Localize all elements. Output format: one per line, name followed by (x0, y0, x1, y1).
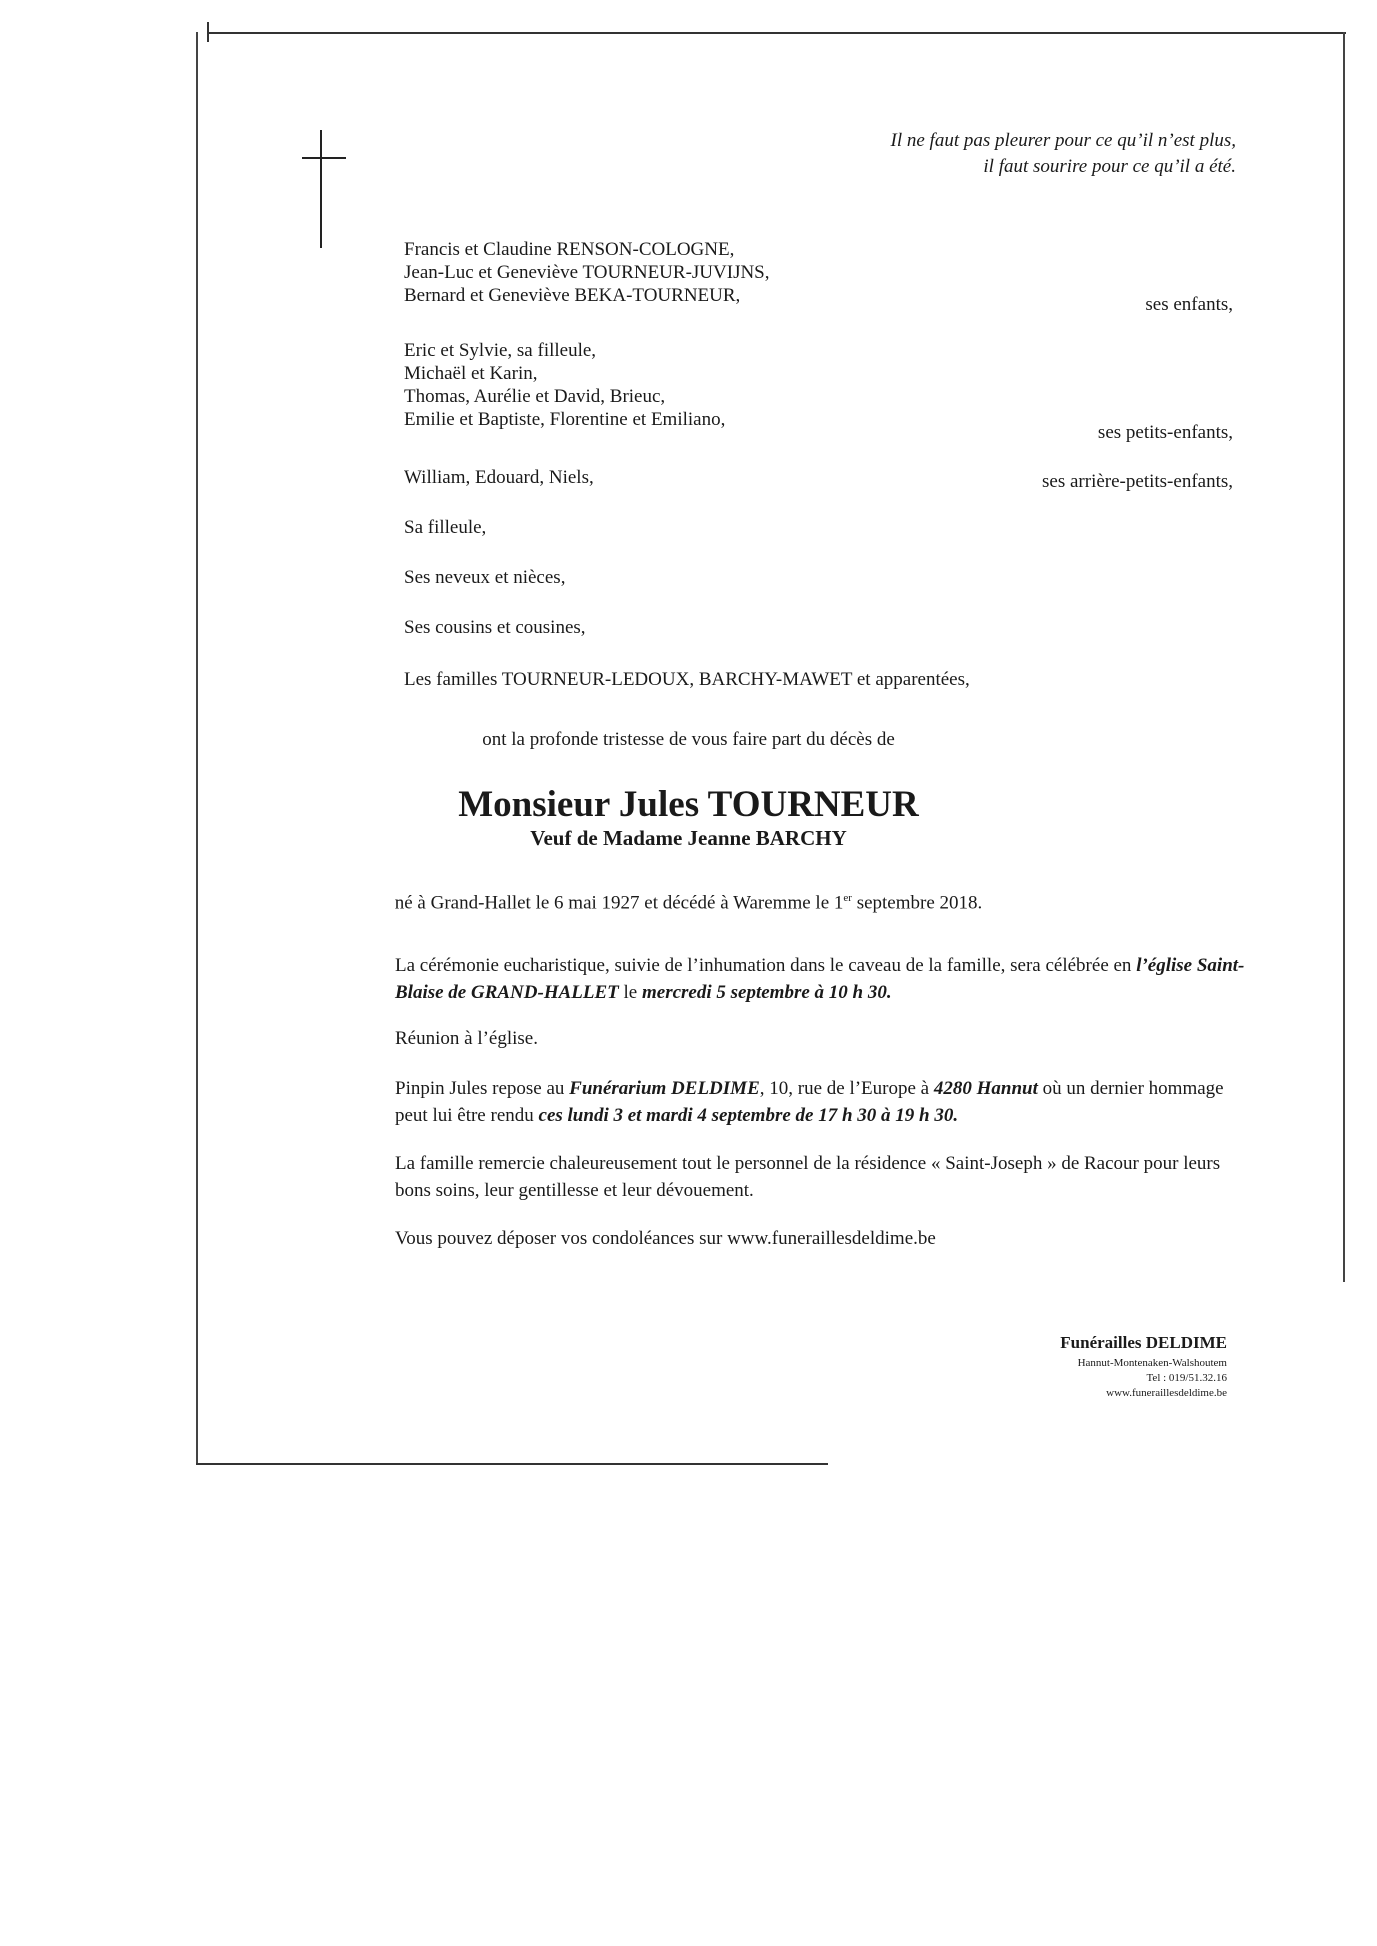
rest-paragraph (395, 1075, 1255, 1129)
grandchildren-line: Eric et Sylvie, sa filleule, (404, 340, 597, 361)
birth-death-line (0, 892, 1377, 914)
rest-dates: ces lundi 3 et mardi 4 septembre de 17 h 30 à 19 h 30. (538, 1105, 959, 1126)
funeral-home-name: Funérailles DELDIME (1060, 1333, 1227, 1352)
grandchildren-line: Thomas, Aurélie et David, Brieuc, (404, 386, 666, 407)
ceremony-place: l’église Saint-Blaise de GRAND-HALLET (395, 955, 1245, 1003)
relative-line: Ses neveux et nièces, (404, 567, 566, 588)
ceremony-text: La cérémonie eucharistique, suivie de l’inhumation dans le caveau de la famille, sera célébrée en (395, 955, 1137, 976)
grandchildren-relation: ses petits-enfants, (1097, 422, 1233, 443)
birth-death-text: né à Grand-Hallet le 6 mai 1927 et décédé à Waremme le 1 (394, 892, 844, 914)
epigraph-line-2: il faut sourire pour ce qu’il a été. (983, 156, 1236, 177)
relative-line: Sa filleule, (404, 517, 487, 538)
funeral-home-phone: Tel : 019/51.32.16 (1146, 1372, 1227, 1384)
condolences-line: Vous pouvez déposer vos condoléances sur www.funeraillesdeldime.be (395, 1228, 936, 1249)
relative-line: Ses cousins et cousines, (404, 617, 586, 638)
grandchildren-list (404, 339, 725, 431)
funeral-home-block (1060, 1333, 1227, 1401)
frame-right-border (1343, 32, 1345, 1282)
funeral-home-website: www.funeraillesdeldime.be (1106, 1387, 1227, 1399)
children-line: Francis et Claudine RENSON-COLOGNE, (404, 239, 735, 260)
ceremony-paragraph (395, 952, 1255, 1006)
great-grandchildren-relation: ses arrière-petits-enfants, (1042, 471, 1233, 492)
funeral-home-location: Hannut-Montenaken-Walshoutem (1077, 1357, 1227, 1369)
children-line: Jean-Luc et Geneviève TOURNEUR-JUVIJNS, (404, 262, 770, 283)
children-list (404, 238, 770, 307)
children-line: Bernard et Geneviève BEKA-TOURNEUR, (404, 285, 741, 306)
rest-text: , 10, rue de l’Europe à (759, 1078, 934, 1099)
rest-text: Pinpin Jules repose au (395, 1078, 570, 1099)
thanks-paragraph: La famille remercie chaleureusement tout le personnel de la résidence « Saint-Joseph » de Racour pour leurs bons soins, leur gentillesse et leur dévouement. (395, 1153, 1221, 1201)
announcement: ont la profonde tristesse de vous faire part du décès de (482, 729, 895, 750)
great-grandchildren-line: William, Edouard, Niels, (404, 467, 594, 488)
epigraph (891, 128, 1236, 180)
meeting-line: Réunion à l’église. (395, 1028, 538, 1049)
grandchildren-line: Emilie et Baptiste, Florentine et Emiliano, (404, 409, 726, 430)
widow-of: Veuf de Madame Jeanne BARCHY (530, 826, 847, 850)
ceremony-text: le (618, 982, 642, 1003)
ceremony-date: mercredi 5 septembre à 10 h 30. (642, 982, 892, 1003)
children-relation: ses enfants, (1145, 294, 1233, 315)
cross-icon (302, 130, 346, 248)
rest-text: où un dernier hommage peut lui être rendu (395, 1078, 1224, 1126)
frame-top-border (207, 32, 1346, 34)
frame-bottom-border (196, 1463, 828, 1465)
epigraph-line-1: Il ne faut pas pleurer pour ce qu’il n’est plus, (890, 130, 1236, 151)
rest-place: Funérarium DELDIME (569, 1078, 760, 1099)
birth-death-end: septembre 2018. (851, 892, 983, 914)
grandchildren-line: Michaël et Karin, (404, 363, 538, 384)
relative-line: Les familles TOURNEUR-LEDOUX, BARCHY-MAWET et apparentées, (404, 669, 970, 690)
rest-city: 4280 Hannut (933, 1078, 1038, 1099)
deceased-name: Monsieur Jules TOURNEUR (458, 784, 919, 825)
birth-death-ordinal: er (843, 892, 852, 904)
